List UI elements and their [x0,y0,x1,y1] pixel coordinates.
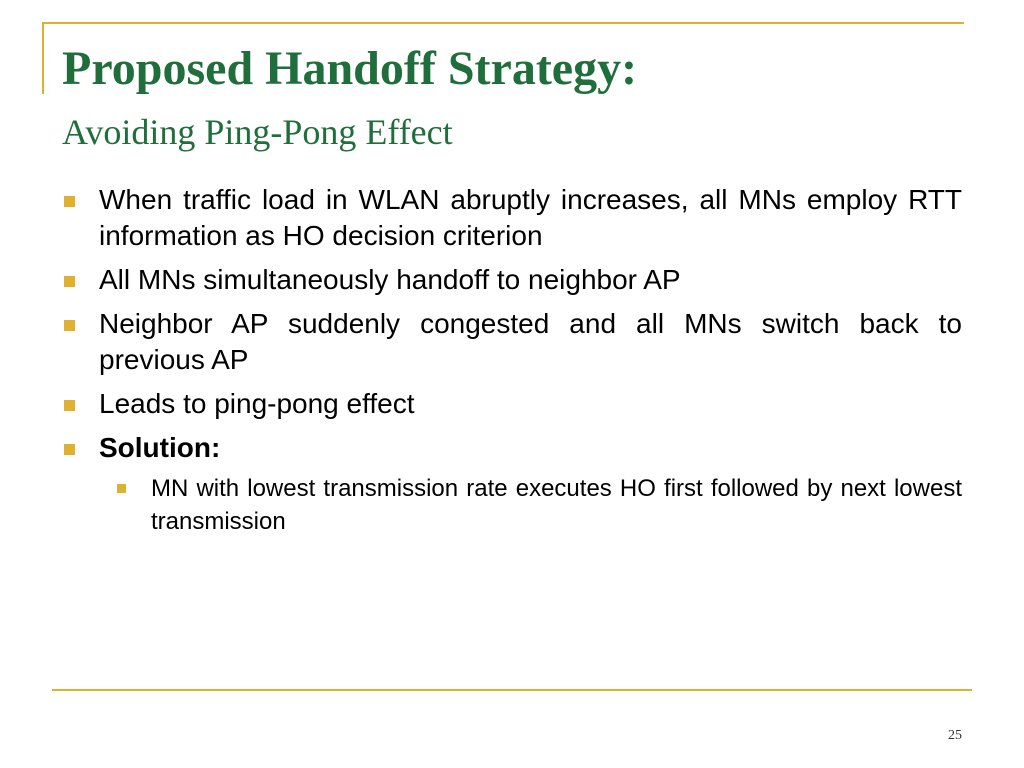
bullet-item [62,386,962,422]
square-bullet-icon [64,276,75,287]
bullet-list [62,182,962,546]
square-bullet-icon [117,484,126,493]
square-bullet-icon [64,196,75,207]
slide-title: Proposed Handoff Strategy: [62,42,638,95]
bullet-item-solution [62,430,962,538]
top-border-line [42,22,964,24]
page-number: 25 [948,728,962,743]
bottom-border-line [52,689,972,691]
bullet-text: When traffic load in WLAN abruptly increases, all MNs employ RTT information as HO decision criterion [99,184,962,251]
square-bullet-icon [64,444,75,455]
sub-bullet-list [99,472,962,538]
left-border-line [42,22,44,94]
bullet-text: Leads to ping-pong effect [99,388,415,419]
slide-subtitle: Avoiding Ping-Pong Effect [62,112,453,152]
bullet-item [62,182,962,254]
bullet-text: All MNs simultaneously handoff to neighbor AP [99,264,681,295]
bullet-text: Neighbor AP suddenly congested and all MNs switch back to previous AP [99,308,962,375]
sub-bullet-item [99,472,962,538]
square-bullet-icon [64,320,75,331]
bullet-text: Solution: [99,432,221,463]
sub-bullet-text: MN with lowest transmission rate executes HO first followed by next lowest transmission [151,475,962,535]
bullet-item [62,262,962,298]
bullet-item [62,306,962,378]
square-bullet-icon [64,400,75,411]
